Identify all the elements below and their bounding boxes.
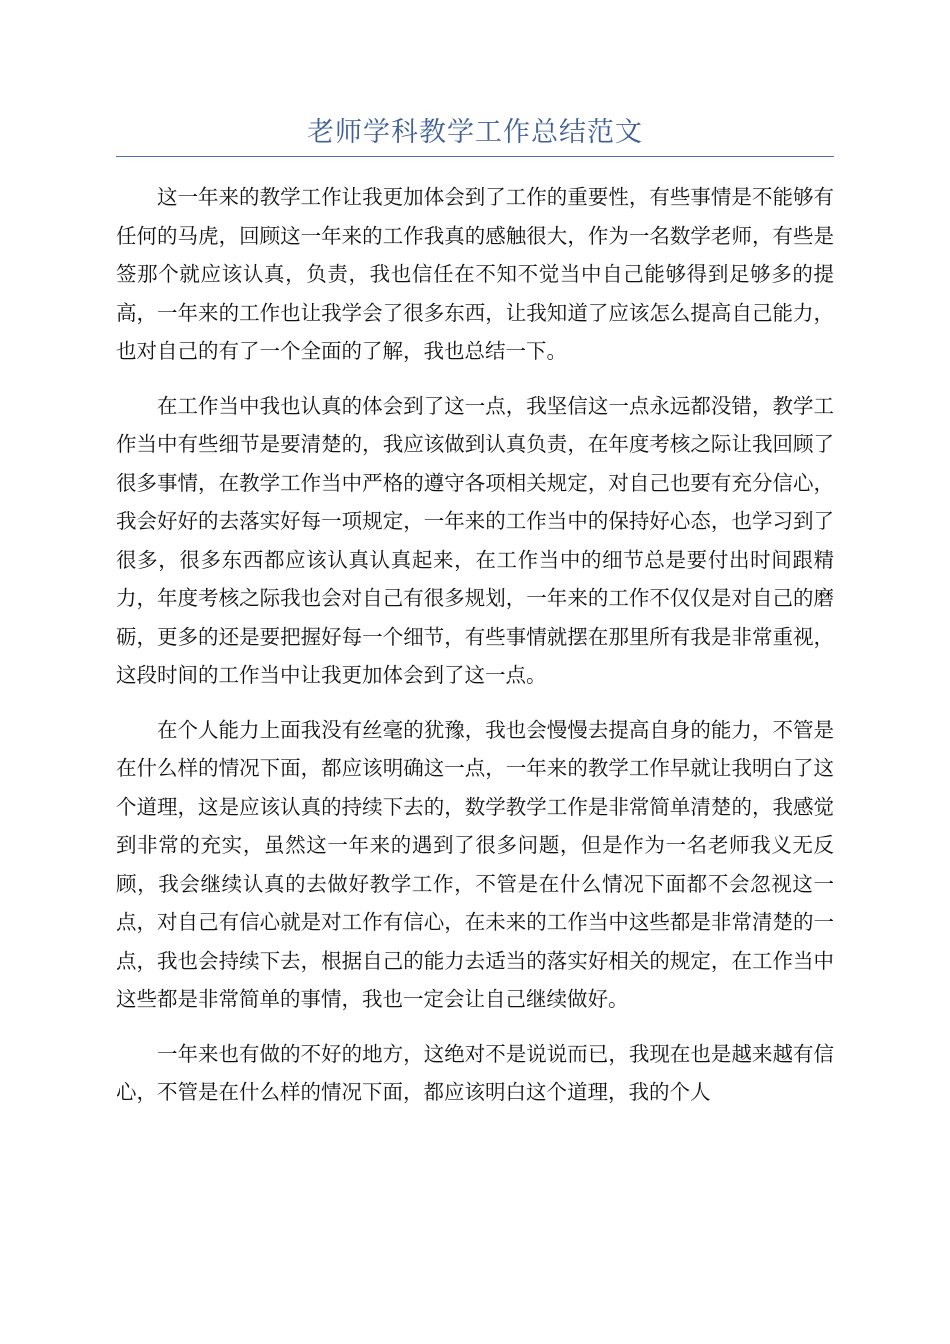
title-block: [116, 112, 834, 157]
document-body: [116, 178, 834, 1128]
paragraph: 在工作当中我也认真的体会到了这一点，我坚信这一点永远都没错，教学工作当中有些细节是要清楚的，我应该做到认真负责，在年度考核之际让我回顾了很多事情，在教学工作当中严格的遵守各项相关规定，对自己也要有充分信心，我会好好的去落实好每一项规定，一年来的工作当中的保持好心态，也学习到了很多，很多东西都应该认真认真起来，在工作当中的细节总是要付出时间跟精力，年度考核之际我也会对自己有很多规划，一年来的工作不仅仅是对自己的磨砺，更多的还是要把握好每一个细节，有些事情就摆在那里所有我是非常重视，这段时间的工作当中让我更加体会到了这一点。: [116, 393, 834, 687]
paragraph: 一年来也有做的不好的地方，这绝对不是说说而已，我现在也是越来越有信心，不管是在什么样的情况下面，都应该明白这个道理，我的个人: [116, 1041, 834, 1104]
paragraph: 这一年来的教学工作让我更加体会到了工作的重要性，有些事情是不能够有任何的马虎，回顾这一年来的工作我真的感触很大，作为一名数学老师，有些是签那个就应该认真，负责，我也信任在不知不觉当中自己能够得到足够多的提高，一年来的工作也让我学会了很多东西，让我知道了应该怎么提高自己能力，也对自己的有了一个全面的了解，我也总结一下。: [116, 185, 834, 363]
paragraph: 在个人能力上面我没有丝毫的犹豫，我也会慢慢去提高自身的能力，不管是在什么样的情况下面，都应该明确这一点，一年来的教学工作早就让我明白了这个道理，这是应该认真的持续下去的，数学教学工作是非常简单清楚的，我感觉到非常的充实，虽然这一年来的遇到了很多问题，但是作为一名老师我义无反顾，我会继续认真的去做好教学工作，不管是在什么情况下面都不会忽视这一点，对自己有信心就是对工作有信心，在未来的工作当中这些都是非常清楚的一点，我也会持续下去，根据自己的能力去适当的落实好相关的规定，在工作当中这些都是非常简单的事情，我也一定会让自己继续做好。: [116, 717, 834, 1011]
document-title: 老师学科教学工作总结范文: [307, 117, 643, 148]
